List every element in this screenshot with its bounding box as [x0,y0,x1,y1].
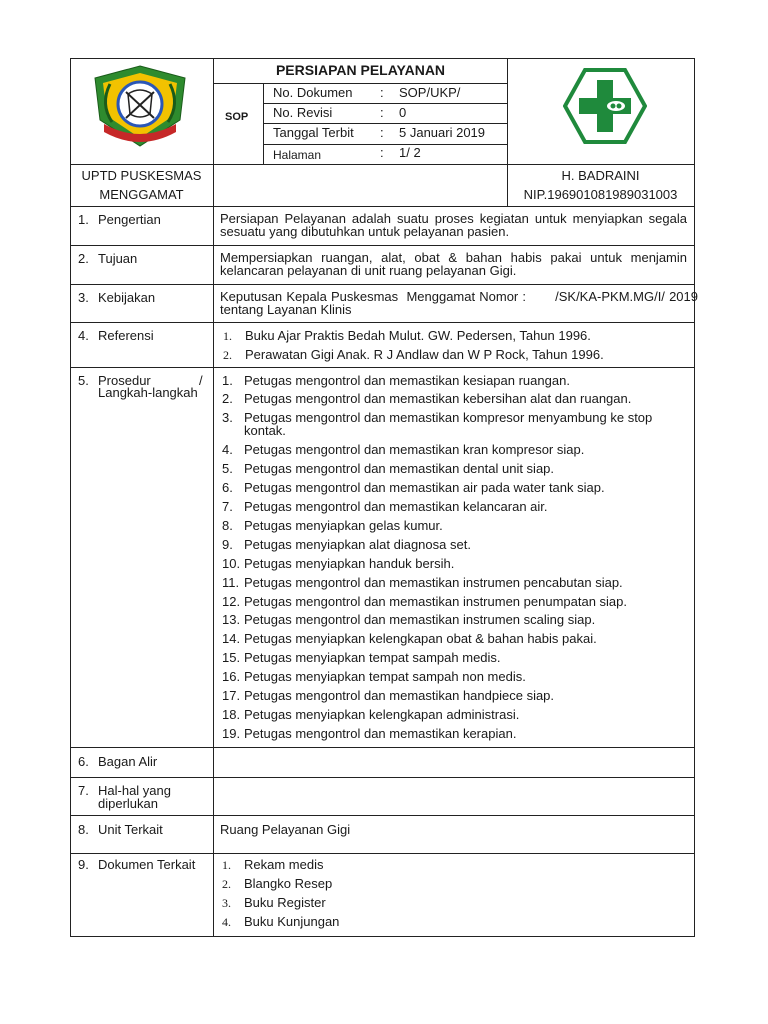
list-item: 1. Petugas mengontrol dan memastikan kesiapan ruangan. [222,373,570,388]
section-label-referensi: 4. Referensi [78,328,154,343]
org-name-line2: MENGGAMAT [99,187,184,202]
list-item: 11. Petugas mengontrol dan memastikan instrumen pencabutan siap. [222,575,623,590]
section-label-dokumen-terkait: 9. Dokumen Terkait [78,857,196,872]
puskesmas-logo [563,68,647,144]
list-item: 7. Petugas mengontrol dan memastikan kelancaran air. [222,499,548,514]
regency-emblem-logo [90,64,190,148]
pengertian-text: Persiapan Pelayanan adalah suatu proses kegiatan untuk menyiapkan segala sesuatu yang dibutuhkan untuk pelayanan pasien. [220,211,687,239]
kebijakan-text: Keputusan Kepala Puskesmas Menggamat Nomor : /SK/KA-PKM.MG/I/ 2019 tentang Layanan Klinis [220,289,702,317]
section-label-prosedur: 5. Prosedur [78,373,151,388]
list-item: 15. Petugas menyiapkan tempat sampah medis. [222,650,501,665]
list-item: 4. Petugas mengontrol dan memastikan kran kompresor siap. [222,442,585,457]
section-label-prosedur-slash: / [199,373,203,388]
dokumen-item: 4. Buku Kunjungan [222,914,340,929]
list-item: 8. Petugas menyiapkan gelas kumur. [222,518,443,533]
list-item: 10. Petugas menyiapkan handuk bersih. [222,556,455,571]
list-item-continuation: kontak. [244,423,286,438]
unit-terkait-text: Ruang Pelayanan Gigi [220,822,351,837]
list-item: 12. Petugas mengontrol dan memastikan instrumen penumpatan siap. [222,594,627,609]
signatory-name: H. BADRAINI [561,168,640,183]
section-label-bagan-alir: 6. Bagan Alir [78,754,158,769]
list-item: 9. Petugas menyiapkan alat diagnosa set. [222,537,471,552]
org-name-line1: UPTD PUSKESMAS [81,168,202,183]
list-item: 17. Petugas mengontrol dan memastikan handpiece siap. [222,688,555,703]
tujuan-text: Mempersiapkan ruangan, alat, obat & bahan habis pakai untuk menjamin kelancaran pelayanan di unit ruang pelayanan Gigi. [220,250,687,278]
section-label-hal-hal-line2: diperlukan [98,796,158,811]
section-label-kebijakan: 3. Kebijakan [78,290,156,305]
section-label-hal-hal: 7. Hal-hal yang [78,783,171,798]
section-label-tujuan: 2. Tujuan [78,251,138,266]
section-label-prosedur-line2: Langkah-langkah [98,385,198,400]
list-item: 3. Petugas mengontrol dan memastikan kompresor menyambung ke stop [222,410,653,425]
list-item: 2. Petugas mengontrol dan memastikan kebersihan alat dan ruangan. [222,391,632,406]
dokumen-item: 3. Buku Register [222,895,326,910]
list-item: 5. Petugas mengontrol dan memastikan dental unit siap. [222,461,555,476]
referensi-item: 2. Perawatan Gigi Anak. R J Andlaw dan W P Rock, Tahun 1996. [223,347,604,362]
sop-label: SOP [225,111,249,123]
list-item: 16. Petugas menyiapkan tempat sampah non medis. [222,669,526,684]
document-title: PERSIAPAN PELAYANAN [275,62,446,78]
section-label-unit-terkait: 8. Unit Terkait [78,822,163,837]
list-item: 18. Petugas menyiapkan kelengkapan administrasi. [222,707,520,722]
dokumen-item: 2. Blangko Resep [222,876,333,891]
dokumen-item: 1. Rekam medis [222,857,324,872]
referensi-item: 1. Buku Ajar Praktis Bedah Mulut. GW. Pedersen, Tahun 1996. [223,328,591,343]
section-label-pengertian: 1. Pengertian [78,212,161,227]
signatory-nip: NIP.196901081989031003 [523,187,678,202]
list-item: 6. Petugas mengontrol dan memastikan air pada water tank siap. [222,480,605,495]
list-item: 13. Petugas mengontrol dan memastikan instrumen scaling siap. [222,612,596,627]
list-item: 14. Petugas menyiapkan kelengkapan obat & bahan habis pakai. [222,631,597,646]
list-item: 19. Petugas mengontrol dan memastikan kerapian. [222,726,517,741]
